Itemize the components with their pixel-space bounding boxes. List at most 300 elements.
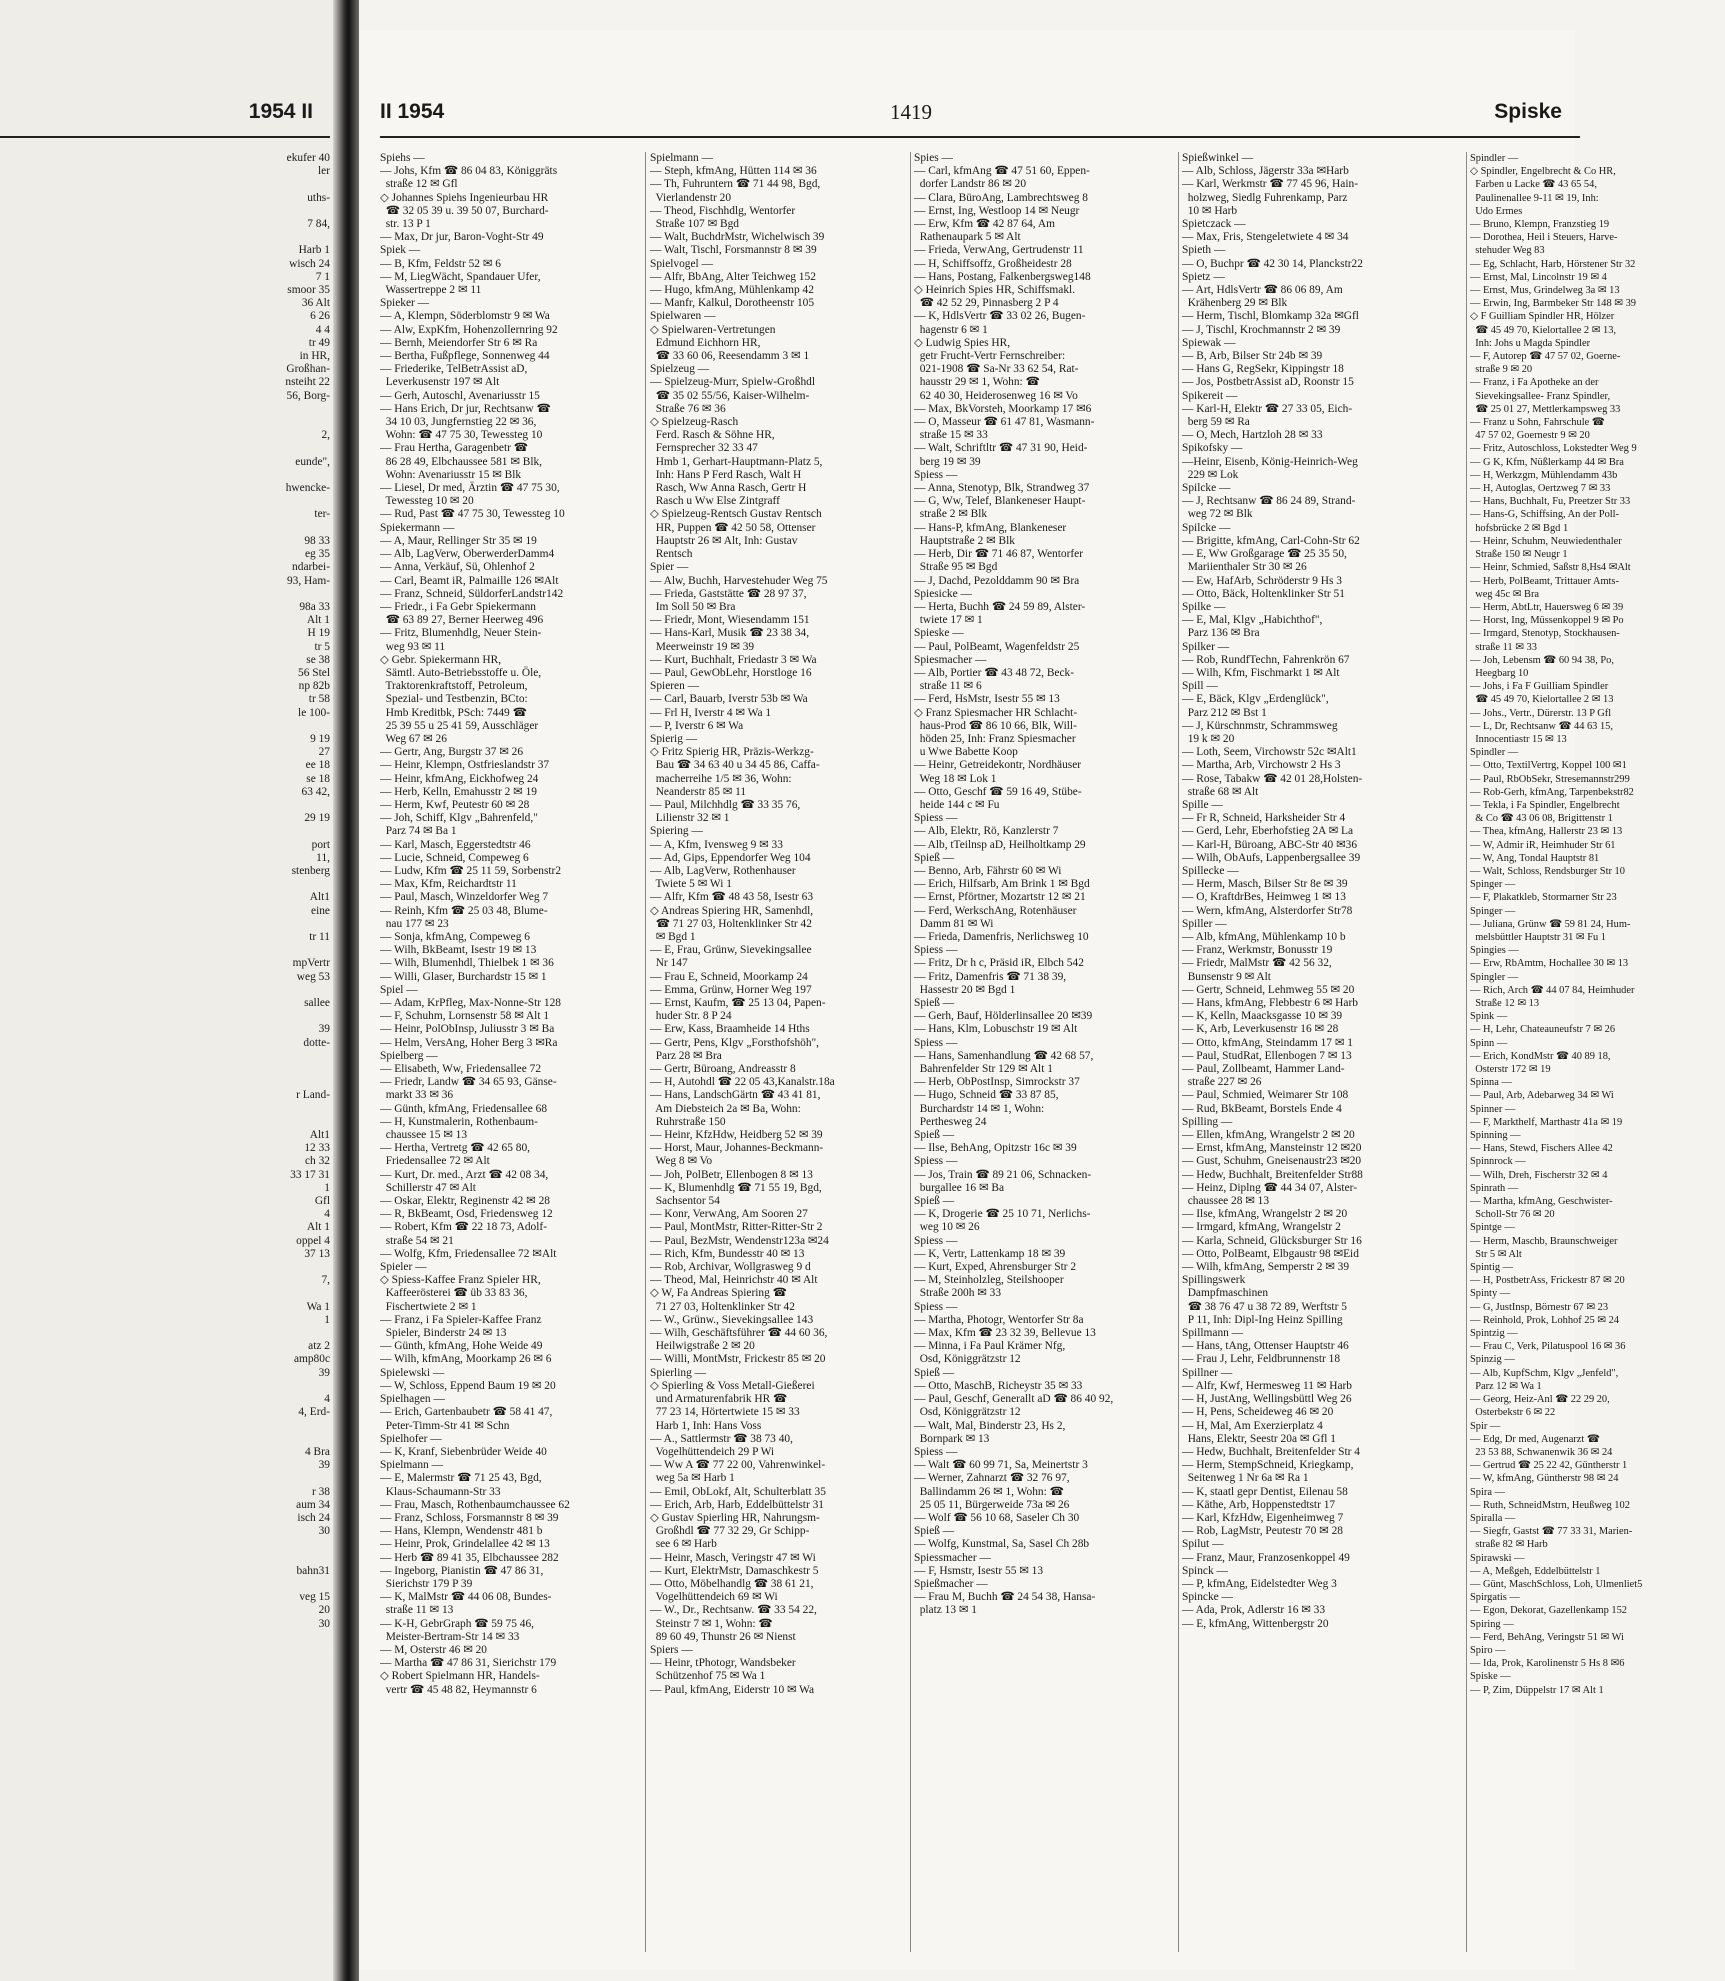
directory-line: — Erwin, Ing, Barmbeker Str 148 ✉ 39 bbox=[1470, 298, 1636, 310]
directory-line: — Hans, Klempn, Wendenstr 481 b bbox=[380, 1525, 543, 1538]
directory-line: straße 2 ✉ Blk bbox=[914, 508, 988, 521]
directory-line: — Ruth, SchneidMstrn, Heußweg 102 bbox=[1470, 1499, 1630, 1511]
directory-line: r 38 bbox=[311, 1485, 330, 1498]
directory-line: — Heinr, Schuhm, Neuwiedenthaler bbox=[1470, 535, 1622, 547]
directory-line: — Wolfg, Kfm, Friedensallee 72 ✉Alt bbox=[380, 1247, 557, 1260]
directory-line: Klaus-Schaumann-Str 33 bbox=[380, 1485, 501, 1498]
directory-line: — G, Ww, Telef, Blankeneser Haupt- bbox=[914, 495, 1086, 508]
directory-line: — W, kfmAng, Güntherstr 98 ✉ 24 bbox=[1470, 1473, 1619, 1485]
directory-line: — Günth, kfmAng, Friedensallee 68 bbox=[380, 1102, 548, 1115]
directory-line: Wohn: ☎ 47 75 30, Tewessteg 10 bbox=[380, 429, 543, 442]
directory-line: — Egon, Dekorat, Gazellenkamp 152 bbox=[1470, 1605, 1627, 1617]
directory-line: sallee bbox=[304, 997, 330, 1009]
directory-line: — F, Markthelf, Marthastr 41a ✉ 19 bbox=[1470, 1116, 1623, 1128]
directory-line: — Johs, i Fa F Guilliam Spindler bbox=[1470, 681, 1609, 693]
directory-line: stenberg bbox=[291, 864, 330, 877]
left-header-rule bbox=[0, 136, 330, 138]
directory-line: — Wilh, kfmAng, Semperstr 2 ✉ 39 bbox=[1182, 1261, 1350, 1274]
directory-line: — Hugo, Schneid ☎ 33 87 85, bbox=[914, 1089, 1059, 1102]
directory-line: — E, Frau, Grünw, Sievekingsallee bbox=[650, 944, 812, 957]
directory-line: — H, Pens, Scheideweg 46 ✉ 20 bbox=[1182, 1406, 1334, 1419]
directory-line: — Wern, kfmAng, Alsterdorfer Str78 bbox=[1182, 904, 1353, 917]
directory-line: Udo Ermes bbox=[1470, 205, 1523, 217]
directory-line: eg 35 bbox=[305, 548, 330, 561]
directory-line: — Paul, StudRat, Ellenbogen 7 ✉ 13 bbox=[1182, 1049, 1352, 1062]
directory-line: le 100- bbox=[298, 706, 330, 719]
directory-line: — Wilh, Kfm, Fischmarkt 1 ✉ Alt bbox=[1182, 666, 1340, 679]
directory-line bbox=[0, 1076, 330, 1089]
directory-line: se 18 bbox=[306, 772, 330, 785]
directory-line: Heilwigstraße 2 ✉ 20 bbox=[650, 1340, 755, 1353]
directory-line: 4, Erd- bbox=[298, 1406, 330, 1419]
directory-line: amp80c bbox=[293, 1353, 330, 1366]
directory-line: — H, Schiffsoffz, Großheidestr 28 bbox=[914, 257, 1072, 270]
directory-line: — Clara, BüroAng, Lambrechtsweg 8 bbox=[914, 191, 1088, 204]
directory-line: Fernsprecher 32 33 47 bbox=[650, 442, 758, 455]
directory-line: H 19 bbox=[307, 627, 330, 640]
directory-line: — Art, HdlsVertr ☎ 86 06 89, Am bbox=[1182, 284, 1343, 297]
directory-line: Wohn: Avenariusstr 15 ✉ Blk bbox=[380, 468, 522, 481]
directory-line: Spintge — bbox=[1470, 1222, 1515, 1234]
column-divider bbox=[1178, 152, 1179, 1952]
directory-line: 29 19 bbox=[304, 812, 330, 825]
directory-line: — M, LiegWächt, Spandauer Ufer, bbox=[380, 270, 541, 283]
directory-line: — A, Meßgeh, Eddelbüttelstr 1 bbox=[1470, 1565, 1601, 1577]
directory-line: huder Str. 8 P 24 bbox=[650, 1010, 732, 1023]
directory-line: Spielmann — bbox=[650, 152, 713, 164]
directory-line: — Herm, Kwf, Peutestr 60 ✉ 28 bbox=[380, 798, 530, 811]
directory-line: melsbüttler Hauptstr 31 ✉ Fu 1 bbox=[1470, 931, 1606, 943]
directory-line bbox=[0, 416, 330, 429]
directory-line: — Rob, RundfTechn, Fahrenkrön 67 bbox=[1182, 653, 1350, 666]
directory-line: Spillner — bbox=[1182, 1366, 1233, 1379]
directory-line: — P, kfmAng, Eidelstedter Weg 3 bbox=[1182, 1577, 1337, 1590]
directory-line: — Max, Fris, Stengeletwiete 4 ✉ 34 bbox=[1182, 231, 1349, 244]
directory-line: 19 k ✉ 20 bbox=[1182, 732, 1235, 745]
directory-line: — K, Vertr, Lattenkamp 18 ✉ 39 bbox=[914, 1247, 1066, 1260]
directory-line: — Edg, Dr med, Augenarzt ☎ bbox=[1470, 1433, 1600, 1445]
directory-line bbox=[0, 984, 330, 997]
directory-line: Seitenweg 1 Nr 6a ✉ Ra 1 bbox=[1182, 1472, 1309, 1485]
directory-line: Spinck — bbox=[1182, 1564, 1228, 1577]
directory-line: Spiess — bbox=[914, 944, 958, 957]
directory-line bbox=[0, 442, 330, 455]
left-page-title: 1954 II bbox=[248, 100, 313, 123]
directory-line: — Hugo, kfmAng, Mühlenkamp 42 bbox=[650, 284, 814, 297]
column-2 bbox=[650, 152, 908, 1972]
directory-line: — W, Admir iR, Heimhuder Str 61 bbox=[1470, 839, 1616, 851]
directory-line: Spiess — bbox=[914, 1445, 958, 1458]
directory-line: — Gust, Schuhm, Gneisenaustr23 ✉20 bbox=[1182, 1155, 1362, 1168]
directory-line: 39 bbox=[318, 1459, 330, 1472]
directory-line: — K, HdlsVertr ☎ 33 02 26, Bugen- bbox=[914, 310, 1086, 323]
directory-line: — Ww A ☎ 77 22 00, Vahrenwinkel- bbox=[650, 1459, 826, 1472]
running-head: Spiske bbox=[1494, 100, 1562, 123]
directory-line: — Anna, Stenotyp, Blk, Strandweg 37 bbox=[914, 482, 1090, 495]
column-divider bbox=[1466, 152, 1467, 1952]
page-number: 1419 bbox=[890, 100, 932, 124]
directory-line: Meerweinstr 19 ✉ 39 bbox=[650, 640, 755, 653]
directory-line: Weg 67 ✉ 26 bbox=[380, 732, 447, 745]
directory-line: & Co ☎ 43 06 08, Brigittenstr 1 bbox=[1470, 813, 1613, 825]
directory-line: — K, Blumenhdlg ☎ 71 55 19, Bgd, bbox=[650, 1181, 822, 1194]
directory-line: Spira — bbox=[1470, 1486, 1505, 1498]
directory-line: Spezial- und Testbenzin, BCto: bbox=[380, 693, 528, 706]
directory-line: — E, Ww Großgarage ☎ 25 35 50, bbox=[1182, 548, 1347, 561]
directory-line: Sachsentor 54 bbox=[650, 1195, 720, 1208]
right-header-rule bbox=[380, 136, 1580, 138]
directory-line: — Otto, kfmAng, Steindamm 17 ✉ 1 bbox=[1182, 1036, 1353, 1049]
directory-line: — Heinr, PolObInsp, Juliusstr 3 ✉ Ba bbox=[380, 1023, 555, 1036]
directory-line: — Alb, kfmAng, Mühlenkamp 10 b bbox=[1182, 930, 1346, 943]
directory-line: — Kurt, Exped, Ahrensburger Str 2 bbox=[914, 1261, 1077, 1274]
directory-line: — Ad, Gips, Eppendorfer Weg 104 bbox=[650, 851, 811, 864]
directory-line: — Alb, LagVerw, OberwerderDamm4 bbox=[380, 548, 555, 561]
directory-line: Spieß — bbox=[914, 851, 955, 864]
directory-line: Bornpark ✉ 13 bbox=[914, 1432, 990, 1445]
right-page-title: II 1954 bbox=[380, 100, 445, 123]
column-divider bbox=[910, 152, 911, 1952]
directory-line: Ferd. Rasch & Söhne HR, bbox=[650, 429, 775, 442]
directory-line: — Alb, Schloss, Jägerstr 33a ✉Harb bbox=[1182, 165, 1349, 178]
directory-line: Spiring — bbox=[1470, 1618, 1514, 1630]
directory-line: weg 53 bbox=[296, 970, 330, 983]
directory-line: — K, Arb, Leverkusenstr 16 ✉ 28 bbox=[1182, 1023, 1339, 1036]
directory-line: — Paul, kfmAng, Eiderstr 10 ✉ Wa bbox=[650, 1683, 815, 1696]
directory-line: Spilut — bbox=[1182, 1538, 1224, 1551]
directory-line: Hmb 1, Gerhart-Hauptmann-Platz 5, bbox=[650, 455, 823, 468]
directory-line: — Max, Kfm ☎ 23 32 39, Bellevue 13 bbox=[914, 1327, 1096, 1340]
directory-line: ◇ Robert Spielmann HR, Handels- bbox=[380, 1670, 540, 1683]
directory-line bbox=[0, 1327, 330, 1340]
directory-line: — Joh, PolBetr, Ellenbogen 8 ✉ 13 bbox=[650, 1168, 813, 1181]
directory-line: — Ludw, Kfm ☎ 25 11 59, Sorbenstr2 bbox=[380, 864, 562, 877]
directory-line: Innocentiastr 15 ✉ 13 bbox=[1470, 733, 1567, 745]
directory-line: Spiers — bbox=[650, 1643, 693, 1656]
directory-line: — Fritz, Dr h c, Präsid iR, Elbch 542 bbox=[914, 957, 1084, 970]
directory-line bbox=[0, 495, 330, 508]
directory-line: — Reinh, Kfm ☎ 25 03 48, Blume- bbox=[380, 904, 548, 917]
directory-line: — Helm, VersAng, Hoher Berg 3 ✉Ra bbox=[380, 1036, 558, 1049]
directory-line: 33 17 31 bbox=[290, 1168, 330, 1181]
directory-line: in HR, bbox=[299, 350, 330, 363]
directory-line: — Hans, LandschGärtn ☎ 43 41 81, bbox=[650, 1089, 821, 1102]
directory-line: — Carl, kfmAng ☎ 47 51 60, Eppen- bbox=[914, 165, 1090, 178]
directory-line: uths- bbox=[307, 191, 330, 204]
directory-line: berg 59 ✉ Ra bbox=[1182, 416, 1250, 429]
directory-line: — Herb ☎ 89 41 35, Elbchaussee 282 bbox=[380, 1551, 559, 1564]
directory-line: — Eg, Schlacht, Harb, Hörstener Str 32 bbox=[1470, 258, 1636, 270]
directory-line: dorfer Landstr 86 ✉ 20 bbox=[914, 178, 1027, 191]
directory-line: — Frau Hertha, Garagenbetr ☎ bbox=[380, 442, 528, 455]
directory-line: ◇ Spiess-Kaffee Franz Spieler HR, bbox=[380, 1274, 541, 1287]
column-previous-page bbox=[0, 152, 330, 1972]
directory-line bbox=[0, 1116, 330, 1129]
directory-line: — Adam, KrPfleg, Max-Nonne-Str 128 bbox=[380, 997, 561, 1009]
directory-line: Spille — bbox=[1182, 798, 1223, 811]
directory-line: veg 15 bbox=[299, 1591, 330, 1604]
directory-line: — Willi, Glaser, Burchardstr 15 ✉ 1 bbox=[380, 970, 547, 983]
directory-line: Spirawski — bbox=[1470, 1552, 1525, 1564]
directory-line: — Herb, ObPostInsp, Simrockstr 37 bbox=[914, 1076, 1080, 1089]
directory-line: Spiehs — bbox=[380, 152, 425, 164]
directory-line: Spirgatis — bbox=[1470, 1592, 1520, 1604]
directory-line: Spinnrock — bbox=[1470, 1156, 1526, 1168]
directory-line: 77 23 14, Hörtertwiete 15 ✉ 33 bbox=[650, 1406, 800, 1419]
directory-line: — Theod, Mal, Heinrichstr 40 ✉ Alt bbox=[650, 1274, 818, 1287]
directory-line: Traktorenkraftstoff, Petroleum, bbox=[380, 680, 528, 693]
directory-line: straße 11 ✉ 13 bbox=[380, 1604, 454, 1617]
column-5 bbox=[1470, 152, 1725, 1972]
directory-line: 63 42, bbox=[301, 785, 330, 798]
directory-line: Fischertwiete 2 ✉ 1 bbox=[380, 1300, 477, 1313]
directory-line: Spinzig — bbox=[1470, 1354, 1515, 1366]
directory-line: 11, bbox=[316, 851, 330, 864]
directory-line: Perthesweg 24 bbox=[914, 1115, 987, 1128]
directory-line: — Martha ☎ 47 86 31, Sierichstr 179 bbox=[380, 1657, 557, 1670]
directory-line bbox=[0, 825, 330, 838]
directory-line: Wassertreppe 2 ✉ 11 bbox=[380, 284, 482, 297]
directory-line: — Frau J, Lehr, Feldbrunnenstr 18 bbox=[1182, 1353, 1341, 1366]
directory-line: — Martha, Arb, Virchowstr 2 Hs 3 bbox=[1182, 759, 1341, 772]
directory-line: — Carl, Beamt iR, Palmaille 126 ✉Alt bbox=[380, 574, 559, 587]
directory-line: 56, Borg- bbox=[286, 389, 330, 402]
directory-line: — Max, Kfm, Reichardtstr 11 bbox=[380, 878, 517, 891]
directory-line: Friedensallee 72 ✉ Alt bbox=[380, 1155, 490, 1168]
directory-line: 23 53 88, Schwanenwik 36 ✉ 24 bbox=[1470, 1446, 1613, 1458]
directory-line: — Benno, Arb, Fährstr 60 ✉ Wi bbox=[914, 864, 1062, 877]
directory-line: Inh: Hans P Ferd Rasch, Walt H bbox=[650, 468, 802, 481]
directory-line: — Walt, Mal, Binderstr 23, Hs 2, bbox=[914, 1419, 1066, 1432]
directory-line: — P, Iverstr 6 ✉ Wa bbox=[650, 719, 744, 732]
directory-line: — Wilh, Geschäftsführer ☎ 44 60 36, bbox=[650, 1327, 828, 1340]
directory-line: — Alb, LagVerw, Rothenhauser bbox=[650, 864, 796, 877]
directory-line: Rasch, Ww Anna Rasch, Gertr H bbox=[650, 482, 807, 495]
directory-line: — Franz, i Fa Apotheke an der bbox=[1470, 377, 1599, 389]
directory-line: Spieth — bbox=[1182, 244, 1226, 257]
directory-line: Spinger — bbox=[1470, 879, 1516, 891]
directory-line: — Hedw, Buchhalt, Breitenfelder Str 4 bbox=[1182, 1445, 1360, 1458]
directory-line: Inh: Johs u Magda Spindler bbox=[1470, 337, 1591, 349]
directory-line: — Franz, Werkmstr, Bonusstr 19 bbox=[1182, 944, 1333, 957]
directory-line: straße 15 ✉ 33 bbox=[914, 429, 988, 442]
directory-line: Spieker — bbox=[380, 297, 430, 310]
directory-line bbox=[0, 1578, 330, 1591]
directory-line: hausstr 29 ✉ 1, Wohn: ☎ bbox=[914, 376, 1040, 389]
directory-line: — K-H, GebrGraph ☎ 59 75 46, bbox=[380, 1617, 535, 1630]
directory-line: — Hertha, Vertretg ☎ 42 65 80, bbox=[380, 1142, 531, 1155]
directory-line: — Werner, Zahnarzt ☎ 32 76 97, bbox=[914, 1472, 1070, 1485]
directory-line: Meister-Bertram-Str 14 ✉ 33 bbox=[380, 1630, 520, 1643]
directory-line: — Ferd, WerkschAng, Rotenhäuser bbox=[914, 904, 1077, 917]
directory-line: — H, Werkzgm, Mühlendamm 43b bbox=[1470, 469, 1618, 481]
directory-line: ◇ Spielzeug-Rentsch Gustav Rentsch bbox=[650, 508, 822, 521]
directory-line: — H, JustAng, Wellingsbüttl Weg 26 bbox=[1182, 1393, 1352, 1406]
directory-line: — Thea, kfmAng, Hallerstr 23 ✉ 13 bbox=[1470, 826, 1623, 838]
directory-line: — Paul, Milchhdlg ☎ 33 35 76, bbox=[650, 798, 801, 811]
directory-line: Straße 12 ✉ 13 bbox=[1470, 998, 1540, 1009]
directory-line: — Paul, RbObSekr, Stresemannstr299 bbox=[1470, 773, 1630, 785]
directory-line: Am Diebsteich 2a ✉ Ba, Wohn: bbox=[650, 1102, 801, 1115]
directory-line: Spiess — bbox=[914, 1036, 958, 1049]
directory-line: — Heinr, Prok, Grindelallee 42 ✉ 13 bbox=[380, 1538, 550, 1551]
directory-line: Vogelhüttendeich 69 ✉ Wi bbox=[650, 1591, 778, 1604]
directory-line: Hans, Elektr, Seestr 20a ✉ Gfl 1 bbox=[1182, 1432, 1336, 1445]
directory-line: Spiekermann — bbox=[380, 521, 455, 534]
directory-line: — Fritz, Damenfris ☎ 71 38 39, bbox=[914, 970, 1067, 983]
directory-line: 98a 33 bbox=[299, 600, 330, 613]
directory-line: vertr ☎ 45 48 82, Heymannstr 6 bbox=[380, 1683, 537, 1696]
directory-line: — K, Drogerie ☎ 25 10 71, Nerlichs- bbox=[914, 1208, 1091, 1221]
directory-line: — Joh, Schiff, Klgv „Bahrenfeld," bbox=[380, 812, 538, 825]
directory-line: Spinger — bbox=[1470, 905, 1516, 917]
directory-line: Nr 147 bbox=[650, 957, 688, 970]
directory-line: — Fr R, Schneid, Harksheider Str 4 bbox=[1182, 812, 1346, 825]
directory-line: Osterstr 172 ✉ 19 bbox=[1470, 1064, 1551, 1076]
directory-line: Burchardstr 14 ✉ 1, Wohn: bbox=[914, 1102, 1045, 1115]
directory-line: haus-Prod ☎ 86 10 66, Blk, Will- bbox=[914, 719, 1077, 732]
directory-line: straße 11 ✉ 33 bbox=[1470, 641, 1537, 653]
directory-line: ✉ Bgd 1 bbox=[650, 930, 696, 943]
directory-line: Spindler — bbox=[1470, 153, 1519, 164]
directory-line: — Herb, Kelln, Emahusstr 2 ✉ 19 bbox=[380, 785, 537, 798]
directory-line: Straße 107 ✉ Bgd bbox=[650, 218, 739, 231]
directory-line: 4 Bra bbox=[305, 1445, 330, 1458]
directory-line: — Hans, kfmAng, Flebbestr 6 ✉ Harb bbox=[1182, 997, 1358, 1009]
directory-line: heide 144 c ✉ Fu bbox=[914, 798, 1000, 811]
directory-line: 20 bbox=[318, 1604, 330, 1617]
directory-line: Spielvogel — bbox=[650, 257, 713, 270]
directory-line: — Gerd, Lehr, Eberhofstieg 2A ✉ La bbox=[1182, 825, 1354, 838]
directory-line: — Friedr., i Fa Gebr Spiekermann bbox=[380, 600, 536, 613]
directory-line bbox=[0, 403, 330, 416]
directory-line: 56 Stel bbox=[298, 666, 330, 679]
directory-line: Schützenhof 75 ✉ Wa 1 bbox=[650, 1670, 766, 1683]
directory-line: twiete 17 ✉ 1 bbox=[914, 614, 983, 627]
directory-line: — J, Dachd, Pezolddamm 90 ✉ Bra bbox=[914, 574, 1080, 587]
directory-line: — Konr, VerwAng, Am Sooren 27 bbox=[650, 1208, 808, 1221]
directory-line: Bau ☎ 34 63 40 u 34 45 86, Caffa- bbox=[650, 759, 820, 772]
directory-line: Spinty — bbox=[1470, 1288, 1511, 1300]
directory-line: Spiess — bbox=[914, 1155, 958, 1168]
directory-line: — O, Masseur ☎ 61 47 81, Wasmann- bbox=[914, 416, 1095, 429]
directory-line: — Heinr, kfmAng, Eickhofweg 24 bbox=[380, 772, 539, 785]
directory-line: ☎ 32 05 39 u. 39 50 07, Burchard- bbox=[380, 204, 549, 217]
directory-line: — Otto, MaschB, Richeystr 35 ✉ 33 bbox=[914, 1379, 1083, 1392]
directory-line: Spieske — bbox=[914, 627, 964, 640]
directory-line: Lilienstr 32 ✉ 1 bbox=[650, 812, 730, 825]
directory-line: ◇ Fritz Spierig HR, Präzis-Werkzg- bbox=[650, 746, 814, 759]
directory-line: — K, staatl gepr Dentist, Eilenau 58 bbox=[1182, 1485, 1348, 1498]
directory-line: Alt 1 bbox=[306, 614, 330, 627]
directory-line: — W, Ang, Tondal Hauptstr 81 bbox=[1470, 852, 1600, 864]
directory-line: straße 82 ✉ Harb bbox=[1470, 1539, 1548, 1551]
directory-line: 6 26 bbox=[310, 310, 330, 323]
directory-line: Spingler — bbox=[1470, 971, 1519, 983]
directory-line: ekufer 40 bbox=[286, 152, 330, 164]
directory-line: ☎ 71 27 03, Holtenklinker Str 42 bbox=[650, 917, 812, 930]
directory-line: — B, Kfm, Feldstr 52 ✉ 6 bbox=[380, 257, 501, 270]
directory-line: straße 11 ✉ 6 bbox=[914, 680, 982, 693]
directory-line: — Otto, Geschf ☎ 59 16 49, Stübe- bbox=[914, 785, 1082, 798]
directory-line: — Horst, Ing, Müssenkoppel 9 ✉ Po bbox=[1470, 615, 1624, 627]
directory-line: ◇ Gebr. Spiekermann HR, bbox=[380, 653, 502, 666]
directory-line: 25 05 11, Bürgerweide 73a ✉ 26 bbox=[914, 1498, 1070, 1511]
directory-line: atz 2 bbox=[308, 1340, 330, 1353]
directory-line: — Bernh, Meiendorfer Str 6 ✉ Ra bbox=[380, 336, 538, 349]
directory-line: — E, Mal, Klgv „Habichthof", bbox=[1182, 614, 1323, 627]
directory-line: — Karl-H, Elektr ☎ 27 33 05, Eich- bbox=[1182, 402, 1353, 415]
directory-line: — Paul, Arb, Adebarweg 34 ✉ Wi bbox=[1470, 1090, 1614, 1102]
directory-line: — Karl, Werkmstr ☎ 77 45 96, Hain- bbox=[1182, 178, 1358, 191]
directory-line: — Herm, Tischl, Blomkamp 32a ✉Gfl bbox=[1182, 310, 1359, 323]
directory-line: — H, PostbetrAss, Frickestr 87 ✉ 20 bbox=[1470, 1275, 1625, 1287]
directory-line: dotte- bbox=[303, 1036, 330, 1049]
directory-line: — Herb, Dir ☎ 71 46 87, Wentorfer bbox=[914, 548, 1084, 561]
directory-line: stehuder Weg 83 bbox=[1470, 245, 1545, 257]
directory-line: Weg 8 ✉ Vo bbox=[650, 1155, 713, 1168]
directory-line: — Emil, ObLokf, Alt, Schulterblatt 35 bbox=[650, 1485, 826, 1498]
directory-line: Spieß — bbox=[914, 1195, 955, 1208]
directory-line: u Wwe Babette Koop bbox=[914, 746, 1018, 759]
directory-line: P 11, Inh: Dipl-Ing Heinz Spilling bbox=[1182, 1313, 1343, 1326]
directory-line: Spilling — bbox=[1182, 1115, 1233, 1128]
directory-line: — Heinr, KfzHdw, Heidberg 52 ✉ 39 bbox=[650, 1129, 823, 1142]
directory-line: — Frieda, VerwAng, Gertrudenstr 11 bbox=[914, 244, 1084, 257]
directory-line: — Emma, Grünw, Horner Weg 197 bbox=[650, 983, 812, 996]
directory-line: — Wilh, ObAufs, Lappenbergsallee 39 bbox=[1182, 851, 1361, 864]
directory-line: — Lucie, Schneid, Compeweg 6 bbox=[380, 851, 529, 864]
directory-line: straße 54 ✉ 21 bbox=[380, 1234, 454, 1247]
directory-line: Scholl-Str 76 ✉ 20 bbox=[1470, 1209, 1555, 1221]
directory-line: — Otto, Möbelhandlg ☎ 38 61 21, bbox=[650, 1577, 814, 1590]
directory-line: Weg 18 ✉ Lok 1 bbox=[914, 772, 997, 785]
directory-line: — H, Kunstmalerin, Rothenbaum- bbox=[380, 1115, 538, 1128]
directory-line: 7 84, bbox=[307, 218, 330, 231]
directory-line: — A, Maur, Rellinger Str 35 ✉ 19 bbox=[380, 534, 537, 547]
directory-line: — Irmgard, kfmAng, Wrangelstr 2 bbox=[1182, 1221, 1341, 1234]
directory-line: port bbox=[311, 838, 330, 851]
directory-line: — Hans, Samenhandlung ☎ 42 68 57, bbox=[914, 1049, 1094, 1062]
directory-line: — Herm, StempSchneid, Kriegkamp, bbox=[1182, 1459, 1354, 1472]
directory-line: — Frau E, Schneid, Moorkamp 24 bbox=[650, 970, 808, 983]
directory-line: Im Soll 50 ✉ Bra bbox=[650, 600, 736, 613]
directory-line: hwencke- bbox=[285, 482, 330, 495]
directory-line bbox=[0, 1538, 330, 1551]
directory-line: Paulinenallee 9-11 ✉ 19, Inh: bbox=[1470, 192, 1599, 204]
directory-line: — Alfr, Kfm ☎ 48 43 58, Isestr 63 bbox=[650, 891, 814, 904]
directory-line: — Herb, PolBeamt, Trittauer Amts- bbox=[1470, 575, 1619, 587]
directory-line: — Friedr, MalMstr ☎ 42 56 32, bbox=[1182, 957, 1332, 970]
directory-line: — Erw, Kfm ☎ 42 87 64, Am bbox=[914, 218, 1055, 231]
directory-line: wisch 24 bbox=[289, 257, 330, 270]
directory-line: — Rud, BkBeamt, Borstels Ende 4 bbox=[1182, 1102, 1342, 1115]
directory-line: — F, Autorep ☎ 47 57 02, Goerne- bbox=[1470, 351, 1621, 363]
directory-line: — Gerh, Autoschl, Avenariusstr 15 bbox=[380, 389, 540, 402]
directory-line: straße 68 ✉ Alt bbox=[1182, 785, 1259, 798]
directory-line: Sierichstr 179 P 39 bbox=[380, 1577, 473, 1590]
directory-line: Spincke — bbox=[1182, 1591, 1233, 1604]
directory-line: Spieß — bbox=[914, 1366, 955, 1379]
directory-line: — Paul, Schmied, Weimarer Str 108 bbox=[1182, 1089, 1349, 1102]
directory-line: — R, BkBeamt, Osd, Friedensweg 12 bbox=[380, 1208, 553, 1221]
directory-line: eine bbox=[311, 904, 330, 917]
directory-line: — L, Dr, Rechtsanw ☎ 44 63 15, bbox=[1470, 720, 1613, 732]
directory-line: ☎ 38 76 47 u 38 72 89, Werftstr 5 bbox=[1182, 1300, 1347, 1313]
directory-line: und Armaturenfabrik HR ☎ bbox=[650, 1393, 788, 1406]
directory-line: 98 33 bbox=[304, 534, 330, 547]
directory-line: ◇ Franz Spiesmacher HR Schlacht- bbox=[914, 706, 1078, 719]
